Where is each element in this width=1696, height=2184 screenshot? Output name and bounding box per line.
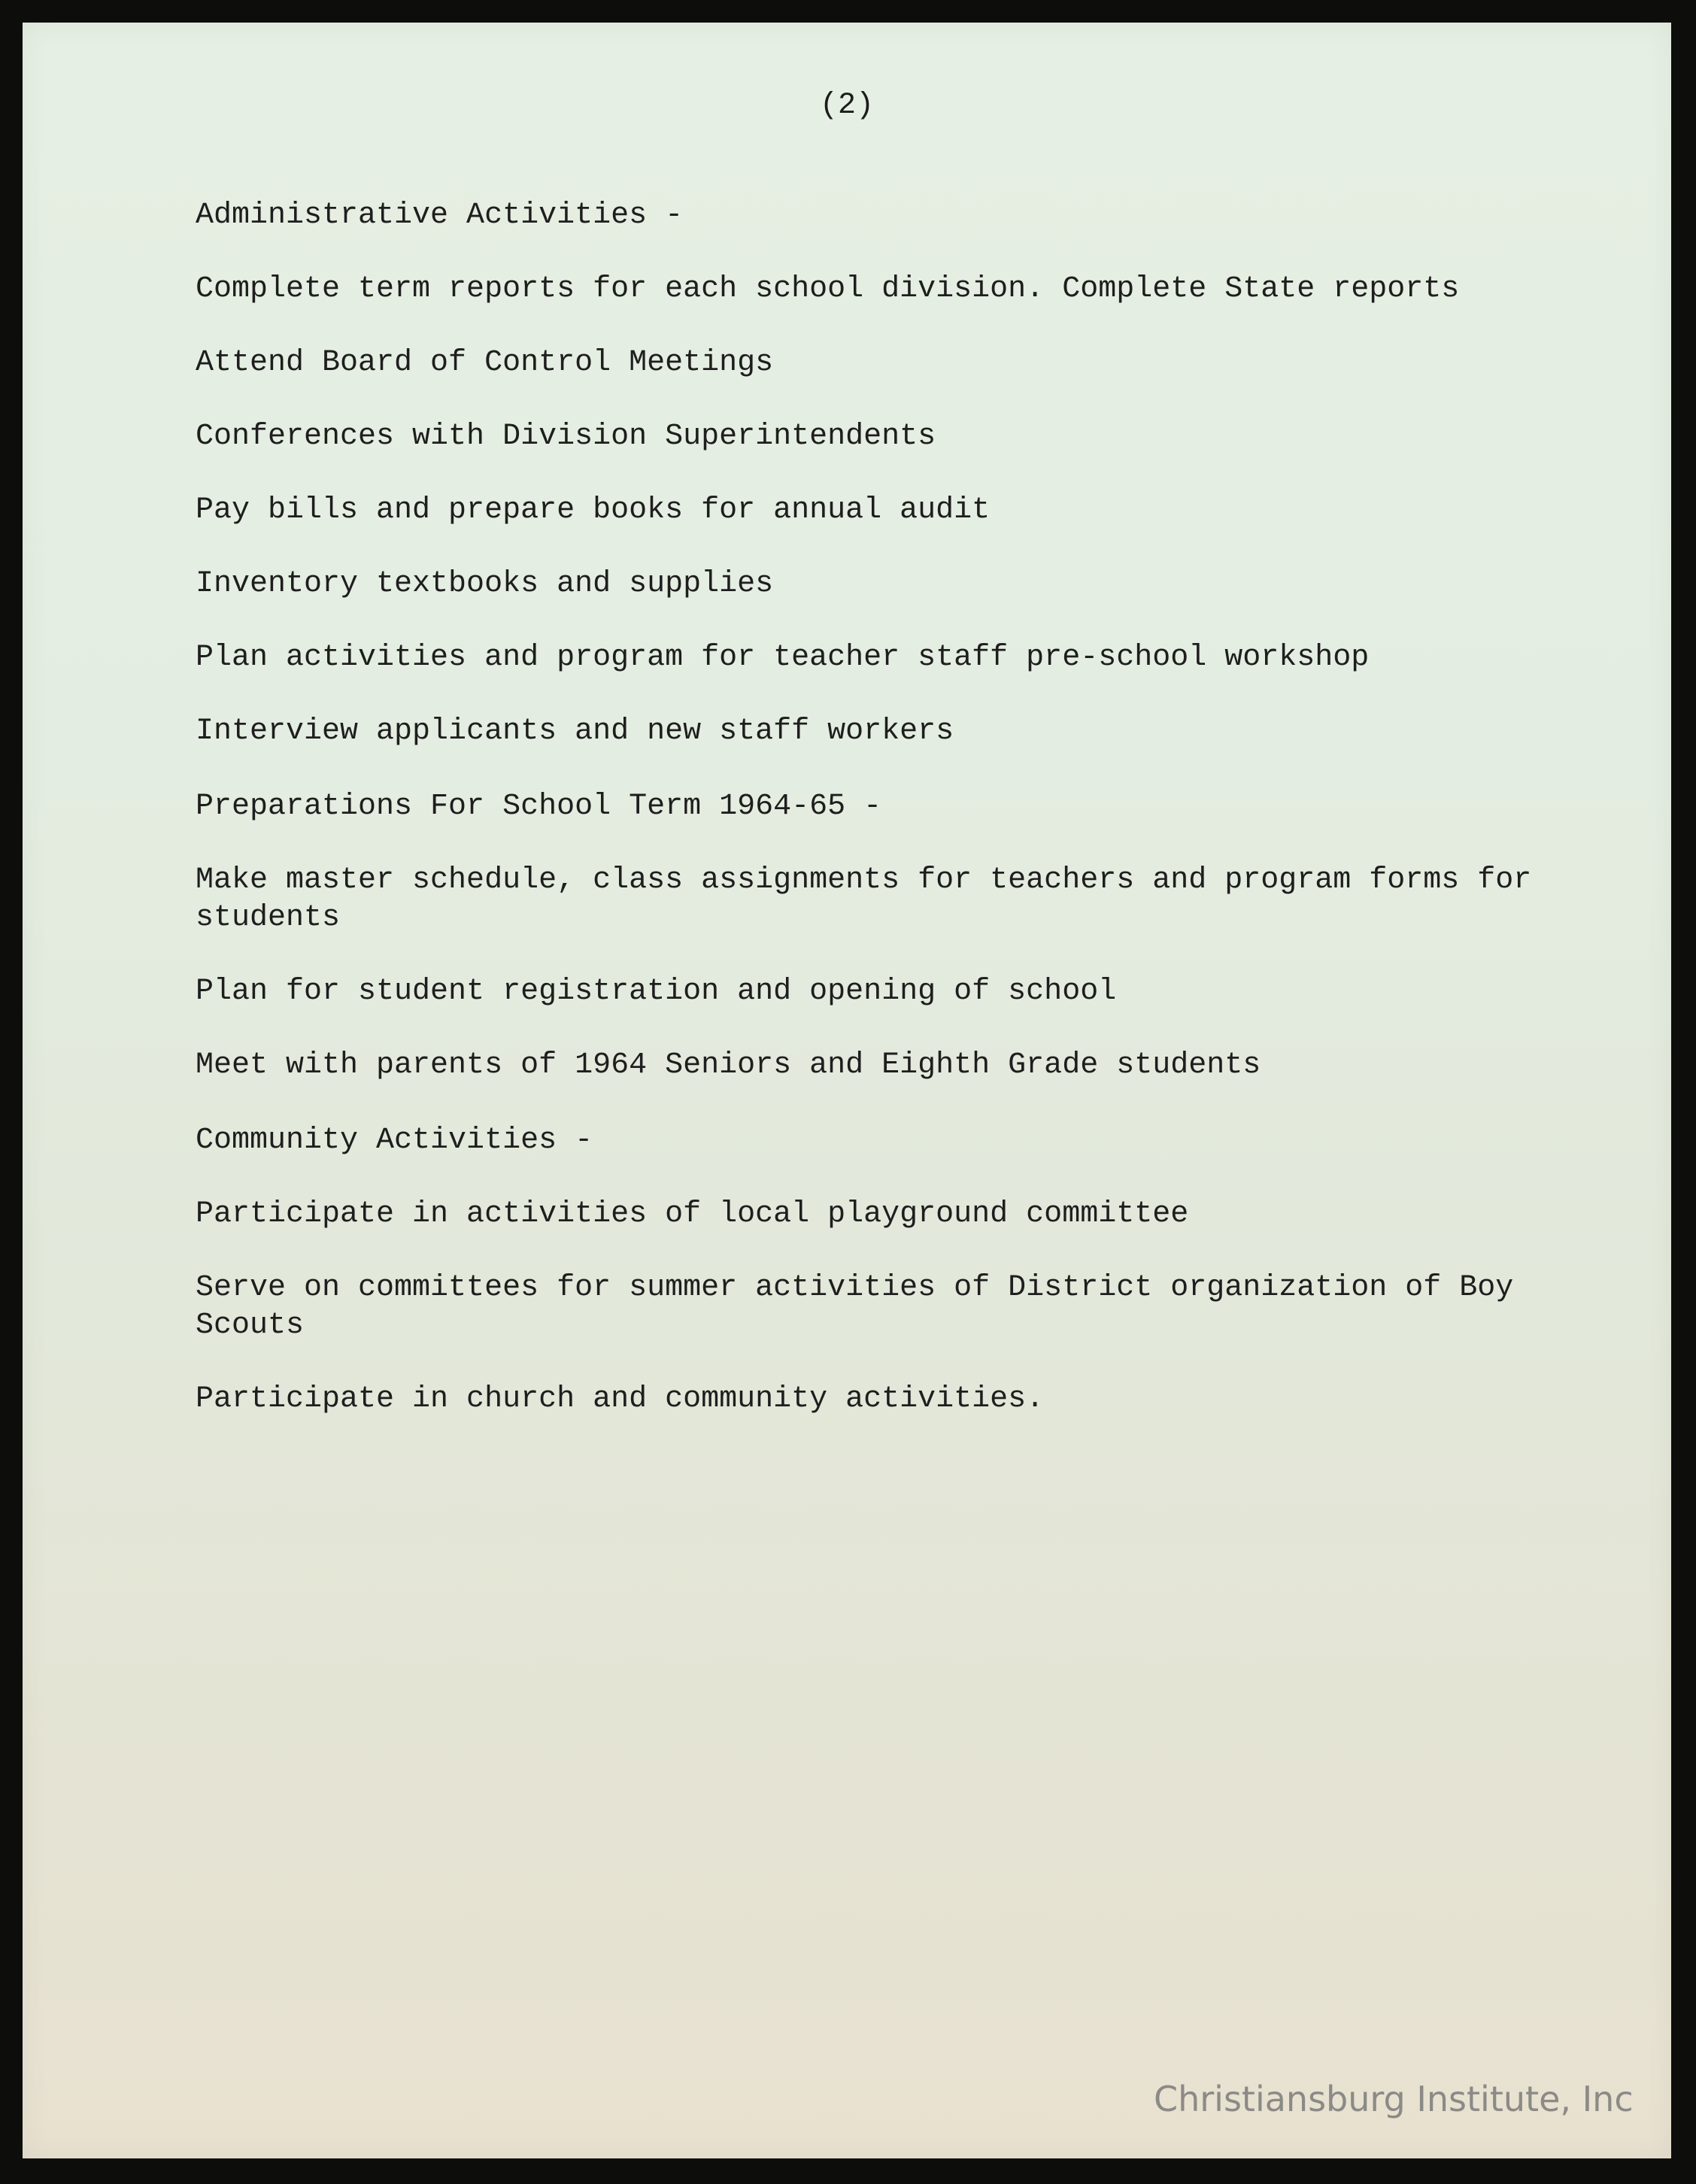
section-community-activities xyxy=(196,1122,1549,1418)
watermark: Christiansburg Institute, Inc xyxy=(1154,2079,1634,2119)
list-item: Plan for student registration and opening of school xyxy=(196,975,1117,1009)
list-item: Participate in church and community activities. xyxy=(196,1382,1045,1416)
list-item: Inventory textbooks and supplies xyxy=(196,567,774,601)
list-item: Meet with parents of 1964 Seniors and Eighth Grade students xyxy=(196,1048,1261,1082)
section-heading: Preparations For School Term 1964-65 - xyxy=(196,790,882,824)
list-item: Serve on committees for summer activities of District organization of Boy Scouts xyxy=(196,1271,1514,1342)
section-heading: Administrative Activities - xyxy=(196,199,684,232)
page-number: (2) xyxy=(819,89,874,123)
section-heading: Community Activities - xyxy=(196,1124,593,1157)
document-body xyxy=(196,197,1549,1454)
list-item: Conferences with Division Superintendents xyxy=(196,420,936,453)
list-item: Interview applicants and new staff workers xyxy=(196,714,954,748)
document-page xyxy=(23,23,1671,2158)
section-preparations-school-term xyxy=(196,788,1549,1084)
list-item: Make master schedule, class assignments for teachers and program forms for students xyxy=(196,863,1532,935)
list-item: Pay bills and prepare books for annual audit xyxy=(196,493,991,527)
list-item: Complete term reports for each school division. Complete State reports xyxy=(196,272,1460,306)
list-item: Attend Board of Control Meetings xyxy=(196,346,774,380)
section-administrative-activities xyxy=(196,197,1549,751)
list-item: Participate in activities of local playground committee xyxy=(196,1197,1189,1231)
list-item: Plan activities and program for teacher staff pre-school workshop xyxy=(196,641,1370,675)
